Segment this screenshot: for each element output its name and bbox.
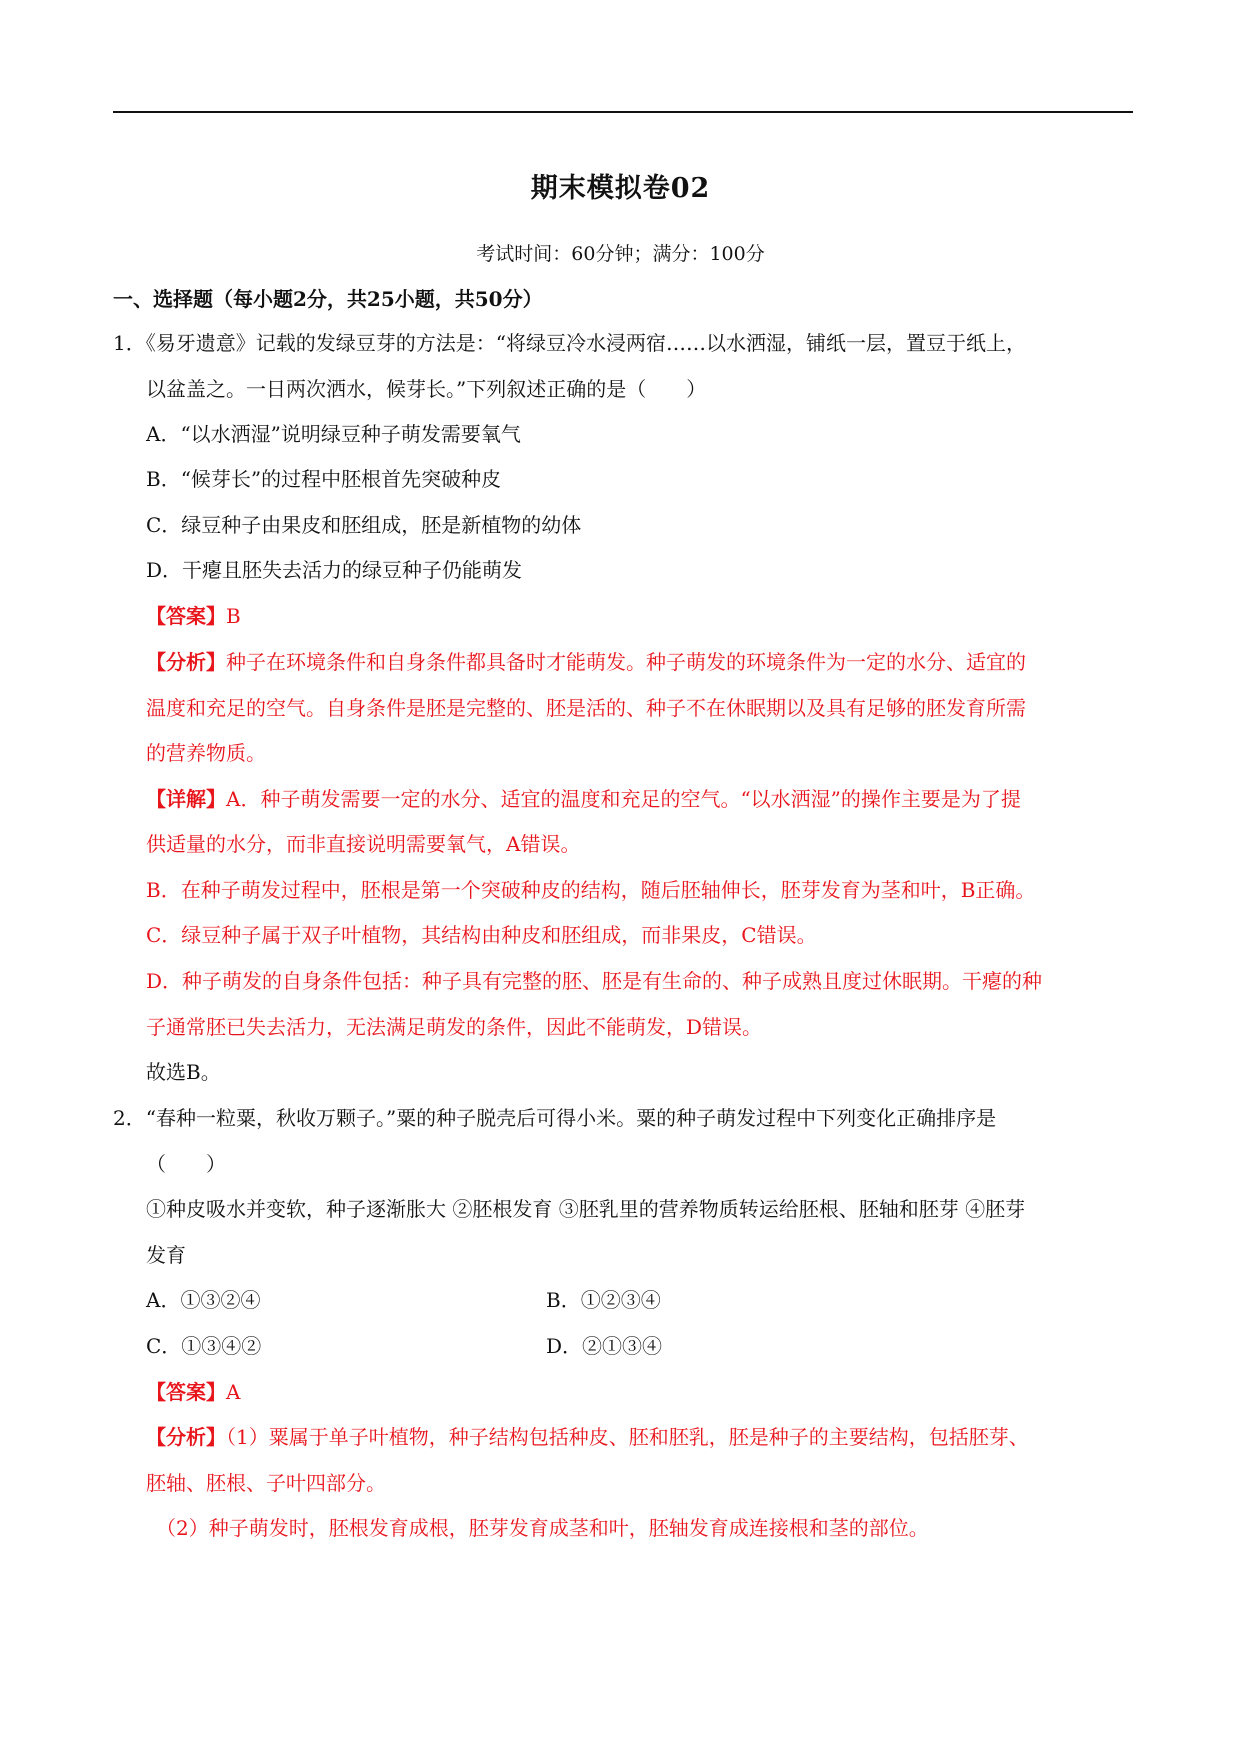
exam-info: 考试时间：60分钟；满分：100分	[476, 243, 765, 265]
q1-detail-line5: D．种子萌发的自身条件包括：种子具有完整的胚、胚是有生命的、种子成熟且度过休眠期。干瘪的种	[146, 969, 1043, 993]
q1-detail-line3: B．在种子萌发过程中，胚根是第一个突破种皮的结构，随后胚轴伸长，胚芽发育为茎和叶，B正确。	[146, 878, 1036, 902]
q1-option-a: A．“以水洒湿”说明绿豆种子萌发需要氧气	[146, 422, 521, 446]
q1-analysis-line2: 温度和充足的空气。自身条件是胚是完整的、胚是活的、种子不在休眠期以及具有足够的胚发育所需	[146, 696, 1026, 720]
q1-analysis-line1	[146, 647, 1026, 677]
q1-detail-line4: C．绿豆种子属于双子叶植物，其结构由种皮和胚组成，而非果皮，C错误。	[146, 923, 817, 947]
q2-answer	[146, 1377, 240, 1407]
q2-stem-line2: （ ）	[146, 1152, 226, 1176]
detail-tag: 【详解】	[146, 787, 226, 811]
answer-value: B	[226, 604, 241, 628]
q2-option-d: D．②①③④	[546, 1334, 663, 1358]
analysis-text: 种子在环境条件和自身条件都具备时才能萌发。种子萌发的环境条件为一定的水分、适宜的	[226, 650, 1026, 674]
q2-option-a: A．①③②④	[146, 1288, 261, 1312]
q1-conclusion: 故选B。	[146, 1060, 221, 1084]
q1-stem-line2: 以盆盖之。一日两次洒水，候芽长。”下列叙述正确的是（ ）	[146, 377, 707, 401]
q1-option-b: B．“候芽长”的过程中胚根首先突破种皮	[146, 467, 502, 491]
header-rule	[113, 111, 1133, 113]
analysis-tag: 【分析】	[146, 1425, 226, 1449]
q2-items-line2: 发育	[146, 1243, 186, 1267]
q1-detail-line6: 子通常胚已失去活力，无法满足萌发的条件，因此不能萌发，D错误。	[146, 1015, 763, 1039]
q2-option-c: C．①③④②	[146, 1334, 262, 1358]
q2-analysis-line1	[146, 1422, 1029, 1452]
answer-tag: 【答案】	[146, 1380, 226, 1404]
analysis-text: （1）粟属于单子叶植物，种子结构包括种皮、胚和胚乳，胚是种子的主要结构，包括胚芽、	[226, 1425, 1029, 1449]
q2-option-b: B．①②③④	[546, 1288, 661, 1312]
q2-analysis-line3: （2）种子萌发时，胚根发育成根，胚芽发育成茎和叶，胚轴发育成连接根和茎的部位。	[156, 1516, 929, 1540]
q1-detail-line1	[146, 784, 1021, 814]
q1-analysis-line3: 的营养物质。	[146, 741, 266, 765]
detail-text: A．种子萌发需要一定的水分、适宜的温度和充足的空气。“以水洒湿”的操作主要是为了提	[226, 787, 1021, 811]
q1-answer	[146, 601, 241, 631]
q2-items-line1: ①种皮吸水并变软，种子逐渐胀大 ②胚根发育 ③胚乳里的营养物质转运给胚根、胚轴和胚芽 ④胚芽	[146, 1197, 1026, 1221]
q1-detail-line2: 供适量的水分，而非直接说明需要氧气，A错误。	[146, 832, 581, 856]
analysis-tag: 【分析】	[146, 650, 226, 674]
answer-tag: 【答案】	[146, 604, 226, 628]
section-heading: 一、选择题（每小题2分，共25小题，共50分）	[113, 287, 543, 311]
page-title: 期末模拟卷02	[530, 173, 711, 204]
answer-value: A	[226, 1380, 241, 1404]
q2-stem-line1: 2．“春种一粒粟，秋收万颗子。”粟的种子脱壳后可得小米。粟的种子萌发过程中下列变化正确排序是	[113, 1106, 997, 1130]
q2-analysis-line2: 胚轴、胚根、子叶四部分。	[146, 1471, 386, 1495]
q1-option-d: D．干瘪且胚失去活力的绿豆种子仍能萌发	[146, 558, 523, 582]
q1-option-c: C．绿豆种子由果皮和胚组成，胚是新植物的幼体	[146, 513, 582, 537]
q1-stem-line1: 1．《易牙遗意》记载的发绿豆芽的方法是：“将绿豆冷水浸两宿……以水洒湿，铺纸一层，置豆于纸上，	[113, 331, 1026, 355]
